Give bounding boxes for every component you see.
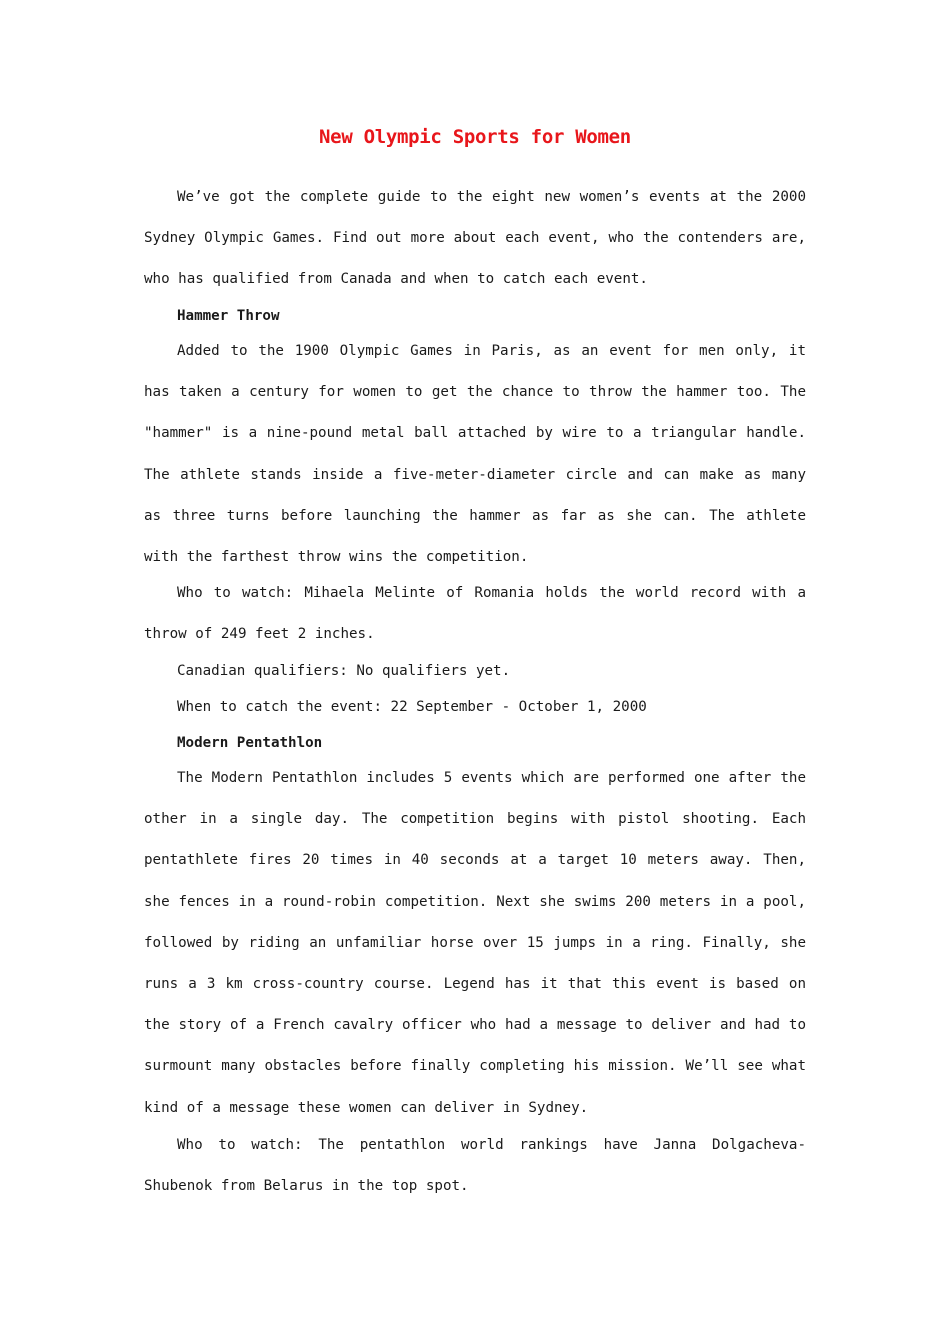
modern-pentathlon-description: The Modern Pentathlon includes 5 events which are performed one after the other in a single day. The competition begins with pistol shooting. Each pentathlete fires 20 times in 40 seconds at a target 10 meters away. Then, she fences in a round-robin competition. Next she swims 200 meters in a pool, followed by riding an unfamiliar horse over 15 jumps in a ring. Finally, she runs a 3 km cross-country course. Legend has it that this event is based on the story of a French cavalry officer who had a message to deliver and had to surmount many obstacles before finally completing his mission. We’ll see what kind of a message these women can deliver in Sydney. [144,770,806,1116]
modern-pentathlon-who-to-watch: Who to watch: The pentathlon world rankings have Janna Dolgacheva-Shubenok from Belarus in the top spot. [144,1137,806,1195]
section-heading-modern-pentathlon: Modern Pentathlon [177,735,323,751]
hammer-throw-description: Added to the 1900 Olympic Games in Paris, as an event for men only, it has taken a century for women to get the chance to throw the hammer too. The "hammer" is a nine-pound metal ball attached by wire to a triangular handle. The athlete stands inside a five-meter-diameter circle and can make as many as three turns before launching the hammer as far as she can. The athlete with the farthest throw wins the competition. [144,343,806,566]
intro-paragraph: We’ve got the complete guide to the eight new women’s events at the 2000 Sydney Olympic Games. Find out more about each event, who the contenders are, who has qualified from Canada and when to catch each event. [144,189,806,288]
document-title: New Olympic Sports for Women [319,126,631,148]
hammer-throw-who-to-watch: Who to watch: Mihaela Melinte of Romania holds the world record with a throw of 249 feet 2 inches. [144,585,806,643]
section-heading-hammer-throw: Hammer Throw [177,308,280,324]
hammer-throw-when: When to catch the event: 22 September - October 1, 2000 [177,699,647,715]
hammer-throw-qualifiers: Canadian qualifiers: No qualifiers yet. [177,663,511,679]
